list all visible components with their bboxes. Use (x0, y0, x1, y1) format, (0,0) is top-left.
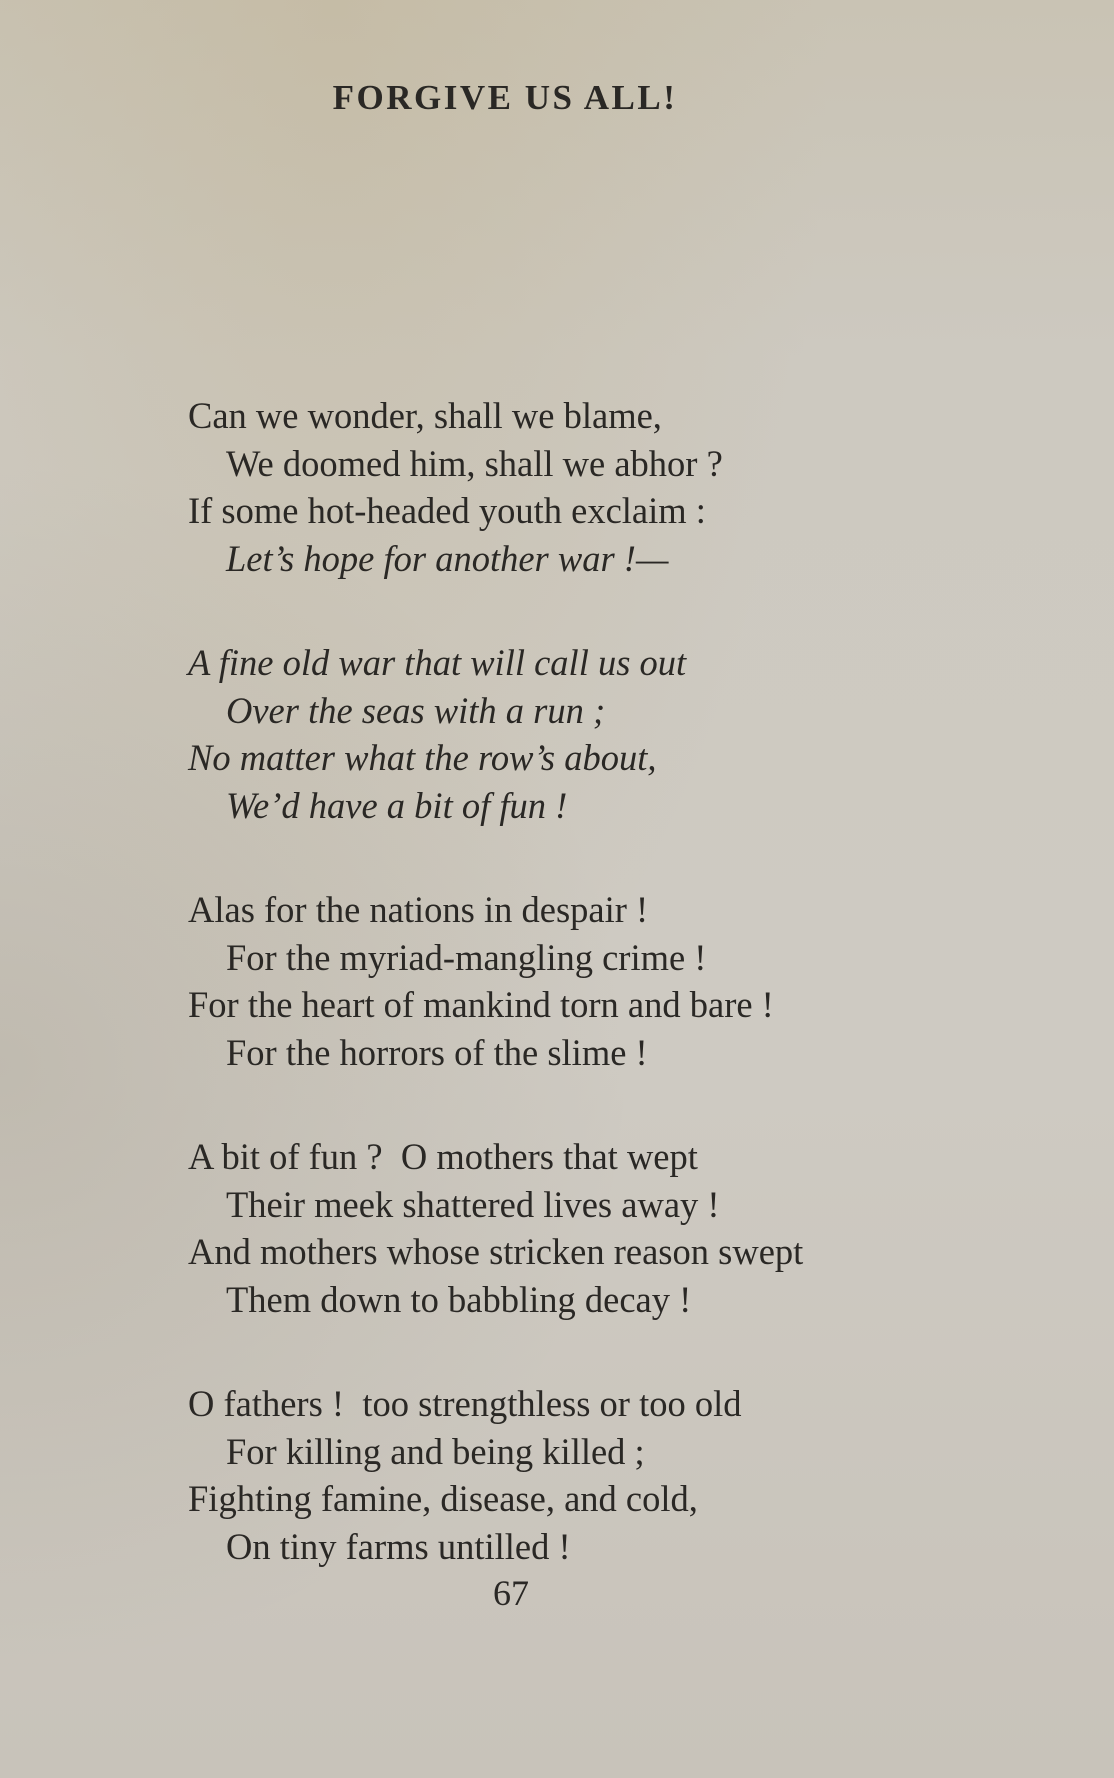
page-number: 67 (493, 1573, 529, 1613)
stanza-4 (188, 1133, 1068, 1323)
poem-line: No matter what the row’s about, (188, 737, 657, 778)
poem-line: For the heart of mankind torn and bare ! (188, 984, 774, 1025)
stanza-3 (188, 886, 1068, 1076)
poem-line: Fighting famine, disease, and cold, (188, 1478, 698, 1519)
stanza-5 (188, 1380, 1068, 1570)
poem-line: A fine old war that will call us out (188, 642, 687, 683)
poem-line: Can we wonder, shall we blame, (188, 395, 662, 436)
poem-line: For the horrors of the slime ! (226, 1031, 648, 1073)
poem-title: FORGIVE US ALL! (332, 78, 678, 117)
poem-line: We’d have a bit of fun ! (226, 784, 568, 826)
poem-line: Their meek shattered lives away ! (226, 1183, 720, 1225)
poem-line: On tiny farms untilled ! (226, 1525, 571, 1567)
poem-line: Let’s hope for another war !— (226, 537, 669, 579)
poem-line: Over the seas with a run ; (226, 689, 606, 731)
poem-line: A bit of fun ? O mothers that wept (188, 1136, 698, 1177)
poem-line: Alas for the nations in despair ! (188, 889, 649, 930)
poem-body (188, 392, 1068, 1627)
poem-line: And mothers whose stricken reason swept (188, 1231, 804, 1272)
poem-line: We doomed him, shall we abhor ? (226, 442, 723, 484)
poem-line: For the myriad-mangling crime ! (226, 936, 707, 978)
poem-line: If some hot-headed youth exclaim : (188, 490, 706, 531)
poem-line: For killing and being killed ; (226, 1430, 645, 1472)
stanza-2 (188, 639, 1068, 829)
stanza-1 (188, 392, 1068, 582)
poem-line: Them down to babbling decay ! (226, 1278, 692, 1320)
poem-line: O fathers ! too strengthless or too old (188, 1383, 742, 1424)
